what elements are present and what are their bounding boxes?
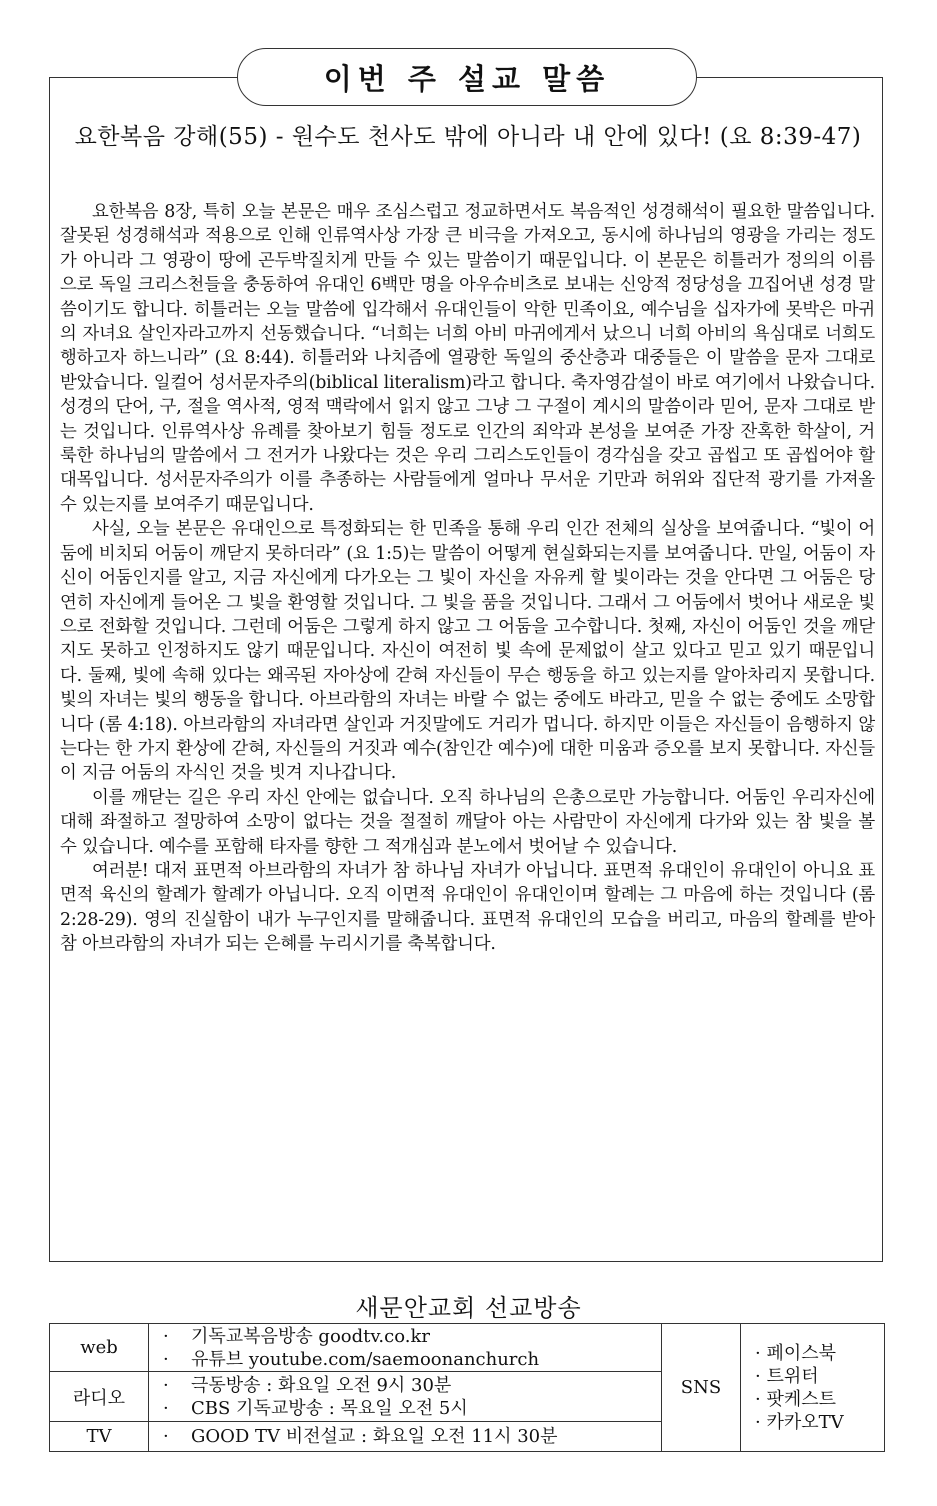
bullet: · (755, 1342, 761, 1364)
sermon-paragraph: 여러분! 대저 표면적 아브라함의 자녀가 참 하나님 자녀가 아닙니다. 표면적 유대인이 유대인이 아니요 표면적 육신의 할례가 할례가 아닙니다. 오직 이면적 유대인이 유대인이며 할례는 그 마음에 하는 것입니다 (롬 2:28-29). 영의 진실함이 내가 누구인지를 말해줍니다. 표면적 유대인의 모습을 버리고, 마음의 할례를 받아 참 아브라함의 자녀가 되는 은혜를 누리시기를 축복합니다. (60, 860, 875, 955)
web-item-youtube[interactable]: 유튜브 youtube.com/saemoonanchurch (191, 1348, 540, 1370)
bullet: · (163, 1374, 169, 1396)
sermon-paragraph: 이를 깨닫는 길은 우리 자신 안에는 없습니다. 오직 하나님의 은총으로만 가능합니다. 어둠인 우리자신에 대해 좌절하고 절망하여 소망이 없다는 것을 절절히 깨달아 아는 사람만이 자신에게 다가와 있는 참 빛을 볼 수 있습니다. 예수를 포함해 타자를 향한 그 적개심과 분노에서 벗어날 수 있습니다. (60, 787, 875, 857)
radio-item-febc: 극동방송 : 화요일 오전 9시 30분 (191, 1374, 452, 1396)
broadcast-title: 새문안교회 선교방송 (355, 1294, 582, 1322)
sermon-body (60, 200, 875, 957)
tv-label: TV (50, 1422, 149, 1452)
radio-items (149, 1372, 662, 1422)
sermon-paragraph: 요한복음 8장, 특히 오늘 본문은 매우 조심스럽고 정교하면서도 복음적인 성경해석이 필요한 말씀입니다. 잘못된 성경해석과 적용으로 인해 인류역사상 가장 큰 비극을 가져오고, 동시에 하나님의 영광을 가리는 정도가 아니라 그 영광이 땅에 곤두박질치게 만들 수 있는 말씀이기 때문입니다. 이 본문은 히틀러가 정의의 이름으로 독일 크리스천들을 충동하여 유대인 6백만 명을 아우슈비츠로 보내는 신앙적 정당성을 끄집어낸 성경 말씀이기도 합니다. 히틀러는 오늘 말씀에 입각해서 유대인들이 악한 민족이요, 예수님을 십자가에 못박은 마귀의 자녀요 살인자라고까지 선동했습니다. “너희는 너희 아비 마귀에게서 났으니 너희 아비의 욕심대로 너희도 행하고자 하느니라” (요 8:44). 히틀러와 나치즘에 열광한 독일의 중산층과 대중들은 이 말씀을 문자 그대로 받았습니다. 일컬어 성서문자주의(biblical literalism)라고 합니다. 축자영감설이 바로 여기에서 나왔습니다. 성경의 단어, 구, 절을 역사적, 영적 맥락에서 읽지 않고 그냥 그 구절이 계시의 말씀이라 믿어, 문자 그대로 받는 것입니다. 인류역사상 유례를 찾아보기 힘들 정도로 인간의 죄악과 본성을 보여준 가장 잔혹한 학살이, 거룩한 하나님의 말씀에서 그 전거가 나왔다는 것은 우리 그리스도인들이 경각심을 갖고 곱씹고 또 곱씹어야 할 대목입니다. 성서문자주의가 이를 추종하는 사람들에게 얼마나 무서운 기만과 허위와 집단적 광기를 가져올 수 있는지를 보여주기 때문입니다. (60, 202, 875, 515)
sermon-title: 요한복음 강해(55) - 원수도 천사도 밖에 아니라 내 안에 있다! (요 8:39-47) (74, 124, 862, 150)
sns-item-kakaotv: 카카오TV (766, 1411, 844, 1433)
bullet: · (163, 1397, 169, 1419)
list-item (163, 1374, 661, 1397)
sns-item-twitter: 트위터 (766, 1365, 819, 1387)
bullet: · (755, 1365, 761, 1387)
radio-label: 라디오 (50, 1372, 149, 1422)
list-item (755, 1411, 884, 1434)
table-row (50, 1324, 885, 1372)
list-item (755, 1388, 884, 1411)
tv-items (149, 1422, 662, 1452)
web-items (149, 1324, 662, 1372)
bullet: · (163, 1325, 169, 1347)
bullet: · (755, 1411, 761, 1433)
broadcast-table (49, 1323, 885, 1452)
sermon-paragraph: 사실, 오늘 본문은 유대인으로 특정화되는 한 민족을 통해 우리 인간 전체의 실상을 보여줍니다. “빛이 어둠에 비치되 어둠이 깨닫지 못하더라” (요 1:5)는 말씀이 어떻게 현실화되는지를 보여줍니다. 만일, 어둠이 자신이 어둠인지를 알고, 지금 자신에게 다가오는 그 빛이 자신을 자유케 할 빛이라는 것을 안다면 그 어둠은 당연히 자신에게 들어온 그 빛을 환영할 것입니다. 그 빛을 품을 것입니다. 그래서 그 어둠에서 벗어나 새로운 빛으로 전화할 것입니다. 그런데 어둠은 그렇게 하지 않고 그 어둠을 고수합니다. 첫째, 자신이 어둠인 것을 깨닫지도 못하고 인정하지도 않기 때문입니다. 자신이 여전히 빛 속에 문제없이 살고 있다고 믿고 있기 때문입니다. 둘째, 빛에 속해 있다는 왜곡된 자아상에 갇혀 자신들이 무슨 행동을 하고 있는지를 알아차리지 못합니다. 빛의 자녀는 빛의 행동을 합니다. 아브라함의 자녀는 바랄 수 없는 중에도 바라고, 믿을 수 없는 중에도 소망합니다 (롬 4:18). 아브라함의 자녀라면 살인과 거짓말에도 거리가 멉니다. 하지만 이들은 자신들이 음행하지 않는다는 한 가지 환상에 갇혀, 자신들의 거짓과 예수(참인간 예수)에 대한 미움과 증오를 보지 못합니다. 자신들이 지금 어둠의 자식인 것을 빗겨 지나갑니다. (60, 519, 875, 784)
list-item (163, 1397, 661, 1420)
bullet: · (163, 1348, 169, 1370)
web-item-goodtv[interactable]: 기독교복음방송 goodtv.co.kr (191, 1325, 430, 1347)
section-title: 이번 주 설교 말씀 (237, 48, 697, 106)
tv-item-goodtv: GOOD TV 비전설교 : 화요일 오전 11시 30분 (191, 1426, 558, 1447)
bullet: · (755, 1388, 761, 1410)
list-item (755, 1342, 884, 1365)
list-item (163, 1325, 661, 1348)
bullet: · (163, 1426, 169, 1447)
sns-label: SNS (662, 1324, 741, 1452)
list-item (755, 1365, 884, 1388)
sns-item-facebook: 페이스북 (766, 1342, 837, 1364)
sns-item-podcast: 팟케스트 (766, 1388, 837, 1410)
sns-items (741, 1324, 885, 1452)
web-label: web (50, 1324, 149, 1372)
radio-item-cbs: CBS 기독교방송 : 목요일 오전 5시 (191, 1397, 468, 1419)
list-item (163, 1348, 661, 1371)
list-item (163, 1425, 661, 1448)
